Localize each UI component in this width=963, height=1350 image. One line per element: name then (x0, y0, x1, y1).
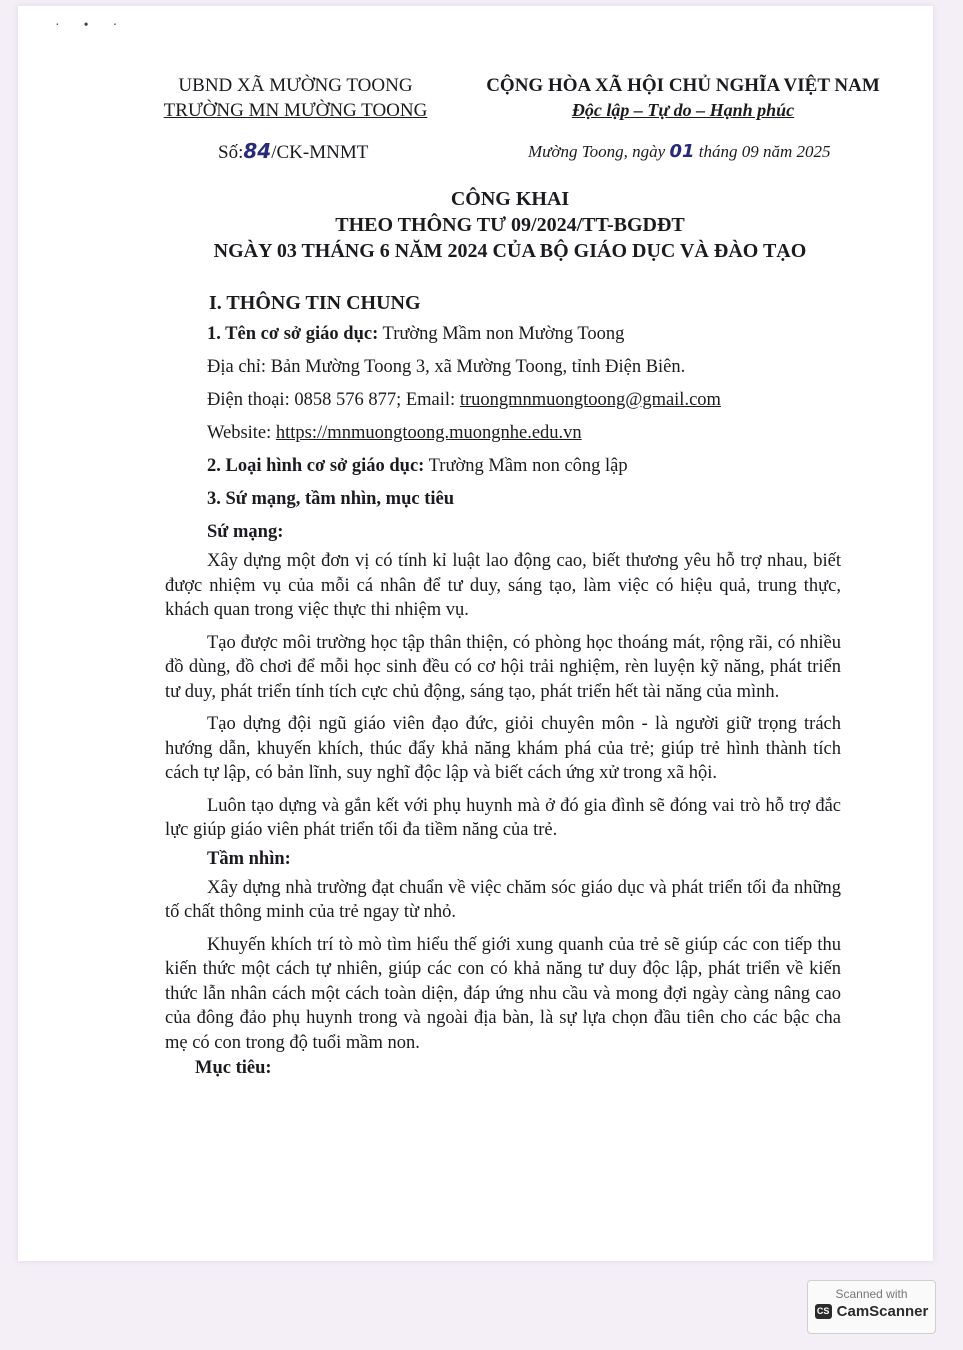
email-label: ; Email: (396, 390, 460, 410)
doc-number (218, 139, 368, 164)
phone-value: 0858 576 877 (294, 390, 397, 410)
mission-paragraph: Xây dựng một đơn vị có tính kỉ luật lao động cao, biết thương yêu hỗ trợ nhau, biết được nhiệm vụ của mỗi cá nhân để tư duy, sáng tạo, làm việc có hiệu quả, trung thực, khách quan trong việc thực thi nhiệm vụ. (165, 551, 841, 620)
contact-row (207, 384, 841, 417)
address-label: Địa chỉ: (207, 357, 267, 377)
vision-paragraph: Xây dựng nhà trường đạt chuẩn về việc chăm sóc giáo dục và phát triển tối đa những tố chất thông minh của trẻ ngay từ nhỏ. (165, 877, 841, 922)
phone-label: Điện thoại: (207, 390, 295, 410)
address-row (207, 351, 841, 384)
title-line-3: NGÀY 03 THÁNG 6 NĂM 2024 CỦA BỘ GIÁO DỤC VÀ ĐÀO TẠO (213, 240, 807, 262)
email-link[interactable]: truongmnmuongtoong@gmail.com (459, 390, 721, 410)
document-title (130, 186, 890, 264)
goal-heading: Mục tiêu: (195, 1058, 272, 1078)
authority-name: UBND XÃ MƯỜNG TOONG (178, 75, 413, 96)
section-heading: I. THÔNG TIN CHUNG (209, 292, 421, 314)
doc-number-prefix: Số: (218, 142, 244, 163)
address-value: Bản Mường Toong 3, xã Mường Toong, tỉnh Điện Biên. (266, 357, 686, 377)
item2-value: Trường Mầm non công lập (424, 456, 628, 476)
camscanner-icon: CS (815, 1304, 832, 1319)
header-left (128, 73, 463, 123)
doc-number-suffix: /CK-MNMT (271, 142, 369, 163)
school-type-row (207, 450, 841, 483)
title-line-2: THEO THÔNG TƯ 09/2024/TT-BGDĐT (335, 214, 685, 236)
motto: Độc lập – Tự do – Hạnh phúc (571, 100, 795, 120)
item1-value: Trường Mầm non Mường Toong (378, 324, 625, 344)
dateline-day: 01 (669, 141, 695, 162)
title-line-1: CÔNG KHAI (450, 188, 570, 210)
camscanner-badge (807, 1280, 936, 1334)
item3-heading: 3. Sứ mạng, tầm nhìn, mục tiêu (207, 489, 455, 509)
item1-label: 1. Tên cơ sở giáo dục: (207, 324, 379, 344)
document-body (165, 288, 841, 1081)
mission-paragraph: Luôn tạo dựng và gắn kết với phụ huynh mà ở đó gia đình sẽ đóng vai trò hỗ trợ đắc lực giúp giáo viên phát triển tối đa tiềm năng của trẻ. (165, 795, 841, 840)
header-right (478, 73, 888, 123)
school-name-row (207, 318, 841, 351)
vision-heading: Tầm nhìn: (207, 848, 291, 869)
vision-paragraph: Khuyến khích trí tò mò tìm hiểu thế giới xung quanh của trẻ sẽ giúp các con tiếp thu kiến thức một cách tự nhiên, giúp các con có khả năng tư duy độc lập, phát triển về kiến thức lẫn nhân cách một cách toàn diện, đáp ứng nhu cầu và mong đợi ngày càng nâng cao của đông đảo phụ huynh trong và ngoài địa bàn, là sự lựa chọn đầu tiên cho các bậc cha mẹ có con trong độ tuổi mầm non. (165, 934, 841, 1053)
country-name: CỘNG HÒA XÃ HỘI CHỦ NGHĨA VIỆT NAM (486, 75, 880, 96)
mission-paragraph: Tạo được môi trường học tập thân thiện, có phòng học thoáng mát, rộng rãi, có nhiều đồ dùng, đồ chơi để mỗi học sinh đều có cơ hội trải nghiệm, rèn luyện kỹ năng, phát triển tư duy, phát triển tính tích cực chủ động, sáng tạo, phát triển hết tài năng của mình. (165, 632, 841, 702)
dateline (528, 141, 831, 162)
website-label: Website: (207, 423, 276, 443)
item2-label: 2. Loại hình cơ sở giáo dục: (207, 456, 425, 476)
dateline-after: tháng 09 năm 2025 (694, 142, 831, 161)
mission-paragraph: Tạo dựng đội ngũ giáo viên đạo đức, giỏi chuyên môn - là người giữ trọng trách hướng dẫn, khuyến khích, thúc đẩy khả năng khám phá của trẻ; giúp trẻ hình thành tích cách tự lập, có bản lĩnh, suy nghĩ độc lập và biết cách ứng xử trong xã hội. (165, 714, 841, 783)
camscanner-name: CamScanner (836, 1303, 929, 1320)
website-row (207, 417, 841, 450)
mission-heading: Sứ mạng: (207, 522, 284, 542)
school-name: TRƯỜNG MN MƯỜNG TOONG (163, 100, 428, 121)
dateline-before: Mường Toong, ngày (528, 142, 670, 161)
website-link[interactable]: https://mnmuongtoong.muongnhe.edu.vn (275, 423, 582, 443)
doc-number-handwritten: 84 (243, 139, 272, 163)
scan-specks: ·•· (55, 18, 142, 33)
scanned-with-label: Scanned with (835, 1287, 908, 1301)
